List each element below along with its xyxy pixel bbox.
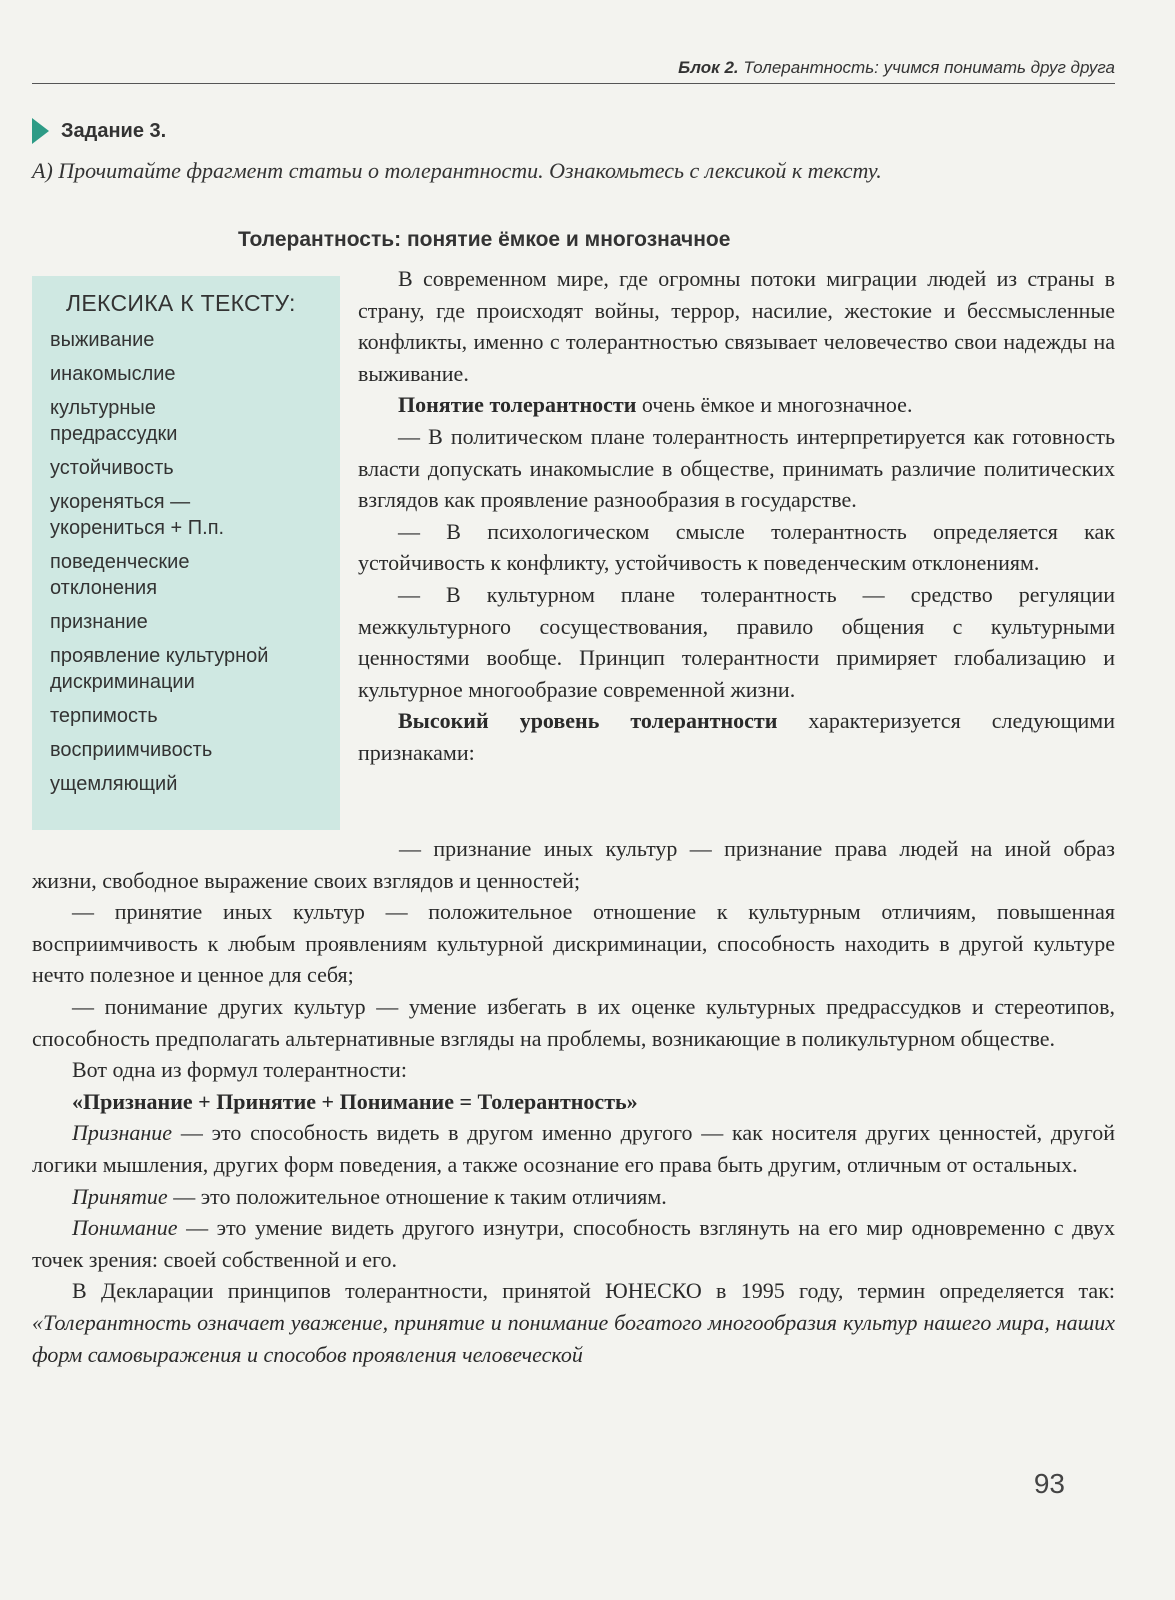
header-text <box>678 58 1115 78</box>
header-block-title: Толерантность: учимся понимать друг друга <box>743 58 1115 77</box>
task-label: Задание 3. <box>61 119 167 142</box>
definition-term: Принятие <box>72 1183 168 1209</box>
header-block-label: Блок 2. <box>678 58 739 77</box>
definition-text: — это способность видеть в другом именно другого — как носителя других ценностей, другой логики мышления, других форм поведения, а также осознание его права быть другим, отличным от остальных. <box>32 1120 1115 1177</box>
bold-term: Понятие толерантности <box>398 392 637 418</box>
definition-paragraph <box>32 1181 1115 1213</box>
article-paragraph: Вот одна из формул толерантности: <box>72 1057 407 1083</box>
definition-text: — это положительное отношение к таким отличиям. <box>167 1183 667 1209</box>
vocabulary-item: выживание <box>50 329 155 351</box>
declaration-quote: «Толерантность означает уважение, принятие и понимание богатого многообразия культур нашего мира, наших форм самовыражения и способов проявления человеческой <box>32 1309 1115 1367</box>
article-paragraph: — понимание других культур — умение избегать в их оценке культурных предрассудков и стереотипов, способность предполагать альтернативные взгляды на проблемы, возникающие в поликультурном обществе. <box>32 993 1115 1051</box>
vocabulary-item: признание <box>50 611 148 633</box>
paragraph-text: очень ёмкое и многозначное. <box>636 392 913 418</box>
article-paragraph: — признание иных культур — признание права людей на иной образ жизни, свободное выражение своих взглядов и ценностей; <box>32 836 1115 893</box>
running-header <box>32 58 1115 84</box>
paragraph-text: характеризуется следующими признаками: <box>358 708 1115 765</box>
article-paragraph: — принятие иных культур — положительное отношение к культурным отличиям, повышенная восприимчивость к любым проявлениям культурной дискриминации, способность находить в другой культуре нечто полезное и ценное для себя; <box>32 899 1115 988</box>
vocabulary-title: ЛЕКСИКА К ТЕКСТУ: <box>66 290 296 316</box>
vocabulary-item: культурные предрассудки <box>50 397 178 445</box>
article-paragraph <box>358 705 1115 768</box>
definition-paragraph <box>32 1212 1115 1275</box>
bold-term: Высокий уровень толерантности <box>398 708 778 734</box>
paragraph-text: В Декларации принципов толерантности, принятой ЮНЕСКО в 1995 году, термин определяется так: <box>72 1278 1115 1304</box>
task-heading <box>32 118 166 144</box>
article-paragraph <box>32 1275 1115 1370</box>
article-paragraph: — В психологическом смысле толерантность определяется как устойчивость к конфликту, устойчивость к поведенческим отклонениям. <box>358 518 1115 576</box>
definition-text: — это умение видеть другого изнутри, способность взглянуть на его мир одновременно с двух точек зрения: своей собственной и его. <box>32 1215 1115 1272</box>
vocabulary-item: ущемляющий <box>50 773 178 795</box>
definition-term: Признание <box>72 1120 173 1146</box>
header-rule <box>32 83 1115 84</box>
definition-term: Понимание <box>72 1215 178 1241</box>
article-body <box>32 833 1115 1370</box>
triangle-marker-icon <box>32 118 49 144</box>
vocabulary-box <box>32 276 340 830</box>
definition-paragraph <box>32 1117 1115 1180</box>
vocabulary-item: устойчивость <box>50 457 174 479</box>
article-paragraph: — В культурном плане толерантность — средство регуляции межкультурного сосуществования, правило общения с культурными ценностями вообще. Принцип толерантности примиряет глобализацию и культурное многообразие современной жизни. <box>358 581 1115 702</box>
article-title: Толерантность: понятие ёмкое и многозначное <box>238 228 731 251</box>
vocabulary-item: поведенческие отклонения <box>50 551 190 599</box>
article-column <box>358 263 1115 769</box>
vocabulary-list <box>50 327 330 797</box>
vocabulary-item: проявление культурной дискриминации <box>50 645 269 693</box>
vocabulary-item: терпимость <box>50 705 158 727</box>
article-paragraph: — В политическом плане толерантность интерпретируется как готовность власти допускать инакомыслие в обществе, принимать различие политических взглядов как проявление разнообразия в государстве. <box>358 423 1115 513</box>
vocabulary-item: укореняться — укорениться + П.п. <box>50 491 225 539</box>
page-number: 93 <box>1033 1468 1065 1499</box>
task-instruction: А) Прочитайте фрагмент статьи о толерантности. Ознакомьтесь с лексикой к тексту. <box>32 158 882 183</box>
article-paragraph <box>358 389 1115 421</box>
tolerance-formula: «Признание + Принятие + Понимание = Толерантность» <box>72 1088 638 1114</box>
vocabulary-item: восприимчивость <box>50 739 213 761</box>
article-paragraph: В современном мире, где огромны потоки миграции людей из страны в страну, где происходят войны, террор, насилие, жестокие и бессмысленные конфликты, именно с толерантностью связывает человечество свои надежды на выживание. <box>358 266 1115 386</box>
vocabulary-item: инакомыслие <box>50 363 176 385</box>
